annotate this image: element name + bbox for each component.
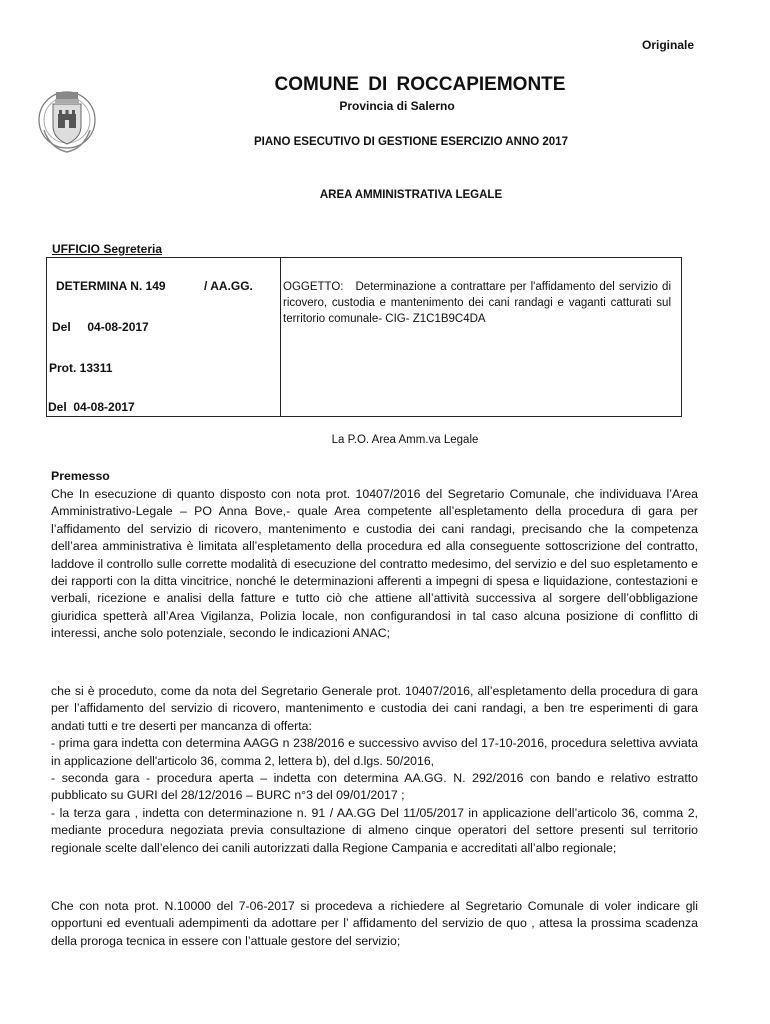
subject-label: OGGETTO: [283,281,344,293]
province-subtitle: Provincia di Salerno [339,99,455,113]
determination-number: DETERMINA N. 149 [56,279,166,293]
paragraph-2-first-tender: - prima gara indetta con determina AAGG n 238/2016 e successivo avviso del 17-10-2016, procedura selettiva avviata in applicazione dell'articolo 36, comma 2, lettera b), del d.lgs. 50/2016, [51,736,698,768]
protocol-number: Prot. 13311 [49,361,113,375]
document-status-label: Originale [641,38,694,52]
paragraph-3: Che con nota prot. N.10000 del 7-06-2017 si procedeva a richiedere al Segretario Comunale di voler indicare gli opportuni ed eventuali adempimenti da adottare per l’ affidamento del servizio de quo , attesa la prossima scadenza della proroga tecnica in essere con l’attuale gestore del servizio; [51,899,698,948]
determination-suffix: / AA.GG. [204,279,253,293]
plan-title: PIANO ESECUTIVO DI GESTIONE ESERCIZIO ANNO 2017 [254,136,568,148]
paragraph-1: Che In esecuzione di quanto disposto con nota prot. 10407/2016 del Segretario Comunale, che individuava l’Area Amministrativo-Legale – PO Anna Bove,- quale Area competente all’espletamento della procedura di gara per l’affidamento del servizio di ricovero, mantenimento e custodia dei cani randagi, precisando che la competenza dell’area amministrativa è limitata all’espletamento della procedura ed alla conseguente sottoscrizione del contratto, laddove il controllo sulle corrette modalità di esecuzione del contratto medesimo, del servizio e del suo espletamento e dei rapporti con la ditta vincitrice, nonché le determinazioni afferenti a impegni di spesa e liquidazione, contestazioni e verbali, ricezione e analisi della fatture e tutto ciò che attiene all’attività successiva al sorgere dell’obbligazione giuridica spetterà all’Area Vigilanza, Polizia locale, non configurandosi in tal caso alcuna posizione di conflitto di interessi, anche solo potenziale, secondo le indicazioni ANAC; [51,487,698,641]
box-divider [280,257,281,417]
paragraph-2 [51,683,698,857]
section-heading: Premesso [51,469,110,483]
municipality-title: COMUNE DI ROCCAPIEMONTE [274,74,566,95]
paragraph-2-third-tender: - la terza gara , indetta con determinazione n. 91 / AA.GG Del 11/05/2017 in applicazione dell’articolo 36, comma 2, mediante procedura negoziata previa consultazione di almeno cinque operatori del settore presenti sul territorio regionale scelte dall’elenco dei canili autorizzati dalla Regione Campania e accreditati all’albo regionale; [51,805,698,855]
signatory-office: La P.O. Area Amm.va Legale [331,434,479,446]
subject-text: Determinazione a contrattare per l'affidamento del servizio di ricovero, custodia e mantenimento dei cani randagi e vaganti catturati sul territorio comunale- CIG- Z1C1B9C4DA [283,281,671,325]
area-title: AREA AMMINISTRATIVA LEGALE [319,189,503,201]
determination-date: Del 04-08-2017 [52,320,149,334]
subject-block [283,279,671,327]
office-label: UFFICIO Segreteria [52,242,163,256]
paragraph-2-second-tender: - seconda gara - procedura aperta – indetta con determina AA.GG. N. 292/2016 con bando e relativo estratto pubblicato su GURI del 28/12/2016 – BURC n°3 del 09/01/2017 ; [51,771,698,803]
paragraph-2-intro: che si è proceduto, come da nota del Segretario Generale prot. 10407/2016, all’espletamento della procedura di gara per l’affidamento del servizio di ricovero, mantenimento e custodia dei cani randagi, a ben tre esperimenti di gara andati tutti e tre deserti per mancanza di offerta: [51,684,698,733]
protocol-date: Del 04-08-2017 [48,400,135,414]
